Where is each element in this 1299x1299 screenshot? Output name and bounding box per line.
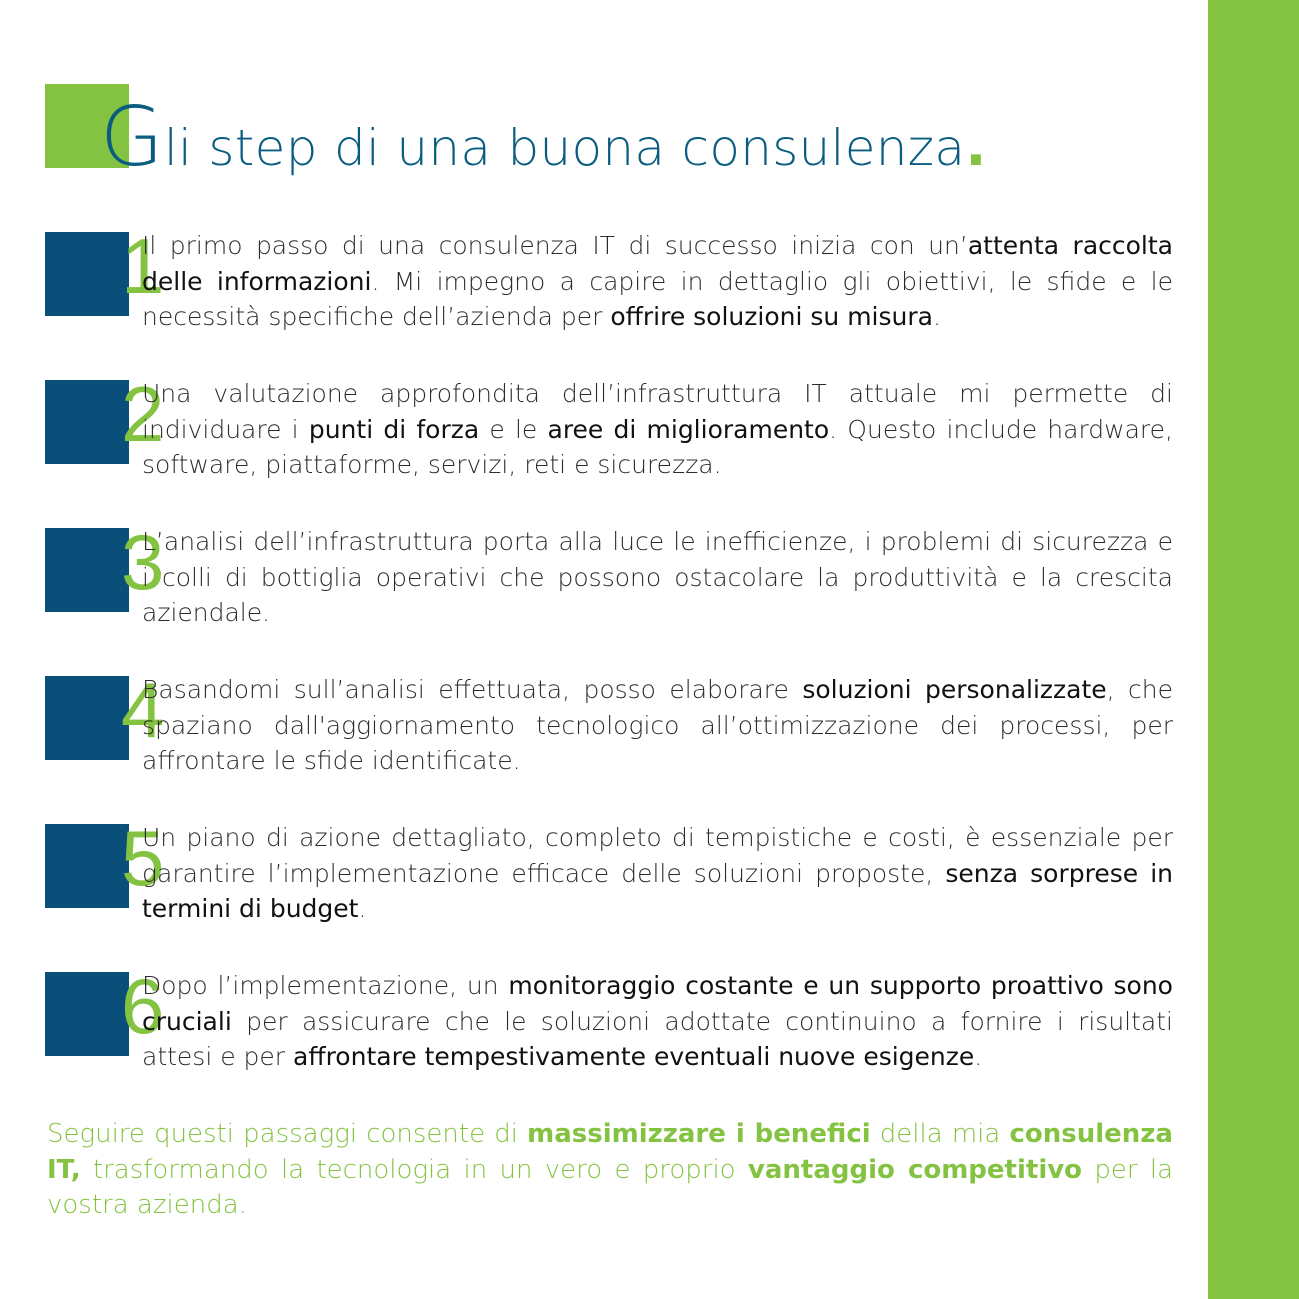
conclusion-paragraph: Seguire questi passaggi consente di massimizzare i benefici della mia consulenza IT, trasformando la tecnologia in un vero e proprio vantaggio competitivo per la vostra azienda.: [47, 1119, 1173, 1220]
step-number-square: [45, 676, 129, 760]
step-number: 2: [121, 370, 165, 458]
page-title: [100, 88, 987, 198]
right-accent-bar: [1208, 0, 1299, 1299]
step-number: 5: [121, 814, 165, 902]
step-text: Basandomi sull’analisi effettuata, posso elaborare soluzioni personalizzate, che spaziano dall'aggiornamento tecnologico all’ottimizzazione dei processi, per affrontare le sfide identificate.: [142, 675, 1174, 775]
step-text: Una valutazione approfondita dell’infrastruttura IT attuale mi permette di individuare i punti di forza e le aree di miglioramento. Questo include hardware, software, piattaforme, servizi, reti e sicurezza.: [142, 379, 1173, 479]
step-number: 6: [121, 962, 165, 1050]
step-number-square: [45, 824, 129, 908]
step-number-square: [45, 972, 129, 1056]
step-text: L’analisi dell’infrastruttura porta alla luce le inefficienze, i problemi di sicurezza e i colli di bottiglia operativi che possono ostacolare la produttività e la crescita aziendale.: [142, 527, 1173, 627]
step-number: 4: [121, 666, 165, 754]
step-text: Il primo passo di una consulenza IT di successo inizia con un’attenta raccolta delle informazioni. Mi impegno a capire in dettaglio gli obiettivi, le sfide e le necessità specifiche dell’azienda per offrire soluzioni su misura.: [142, 231, 1173, 331]
step-number-square: [45, 380, 129, 464]
step-text: Dopo l’implementazione, un monitoraggio costante e un supporto proattivo sono cruciali per assicurare che le soluzioni adottate continuino a fornire i risultati attesi e per affrontare tempestivamente eventuali nuove esigenze.: [142, 971, 1173, 1071]
step-number: 3: [121, 518, 165, 606]
step-number: 1: [121, 222, 165, 310]
title-initial: G: [100, 90, 164, 185]
step-number-square: [45, 528, 129, 612]
title-dot: .: [965, 114, 987, 179]
step-text: Un piano di azione dettagliato, completo di tempistiche e costi, è essenziale per garantire l’implementazione efficace delle soluzioni proposte, senza sorprese in termini di budget.: [142, 823, 1173, 923]
step-number-square: [45, 232, 129, 316]
title-text: li step di una buona consulenza: [163, 119, 966, 177]
